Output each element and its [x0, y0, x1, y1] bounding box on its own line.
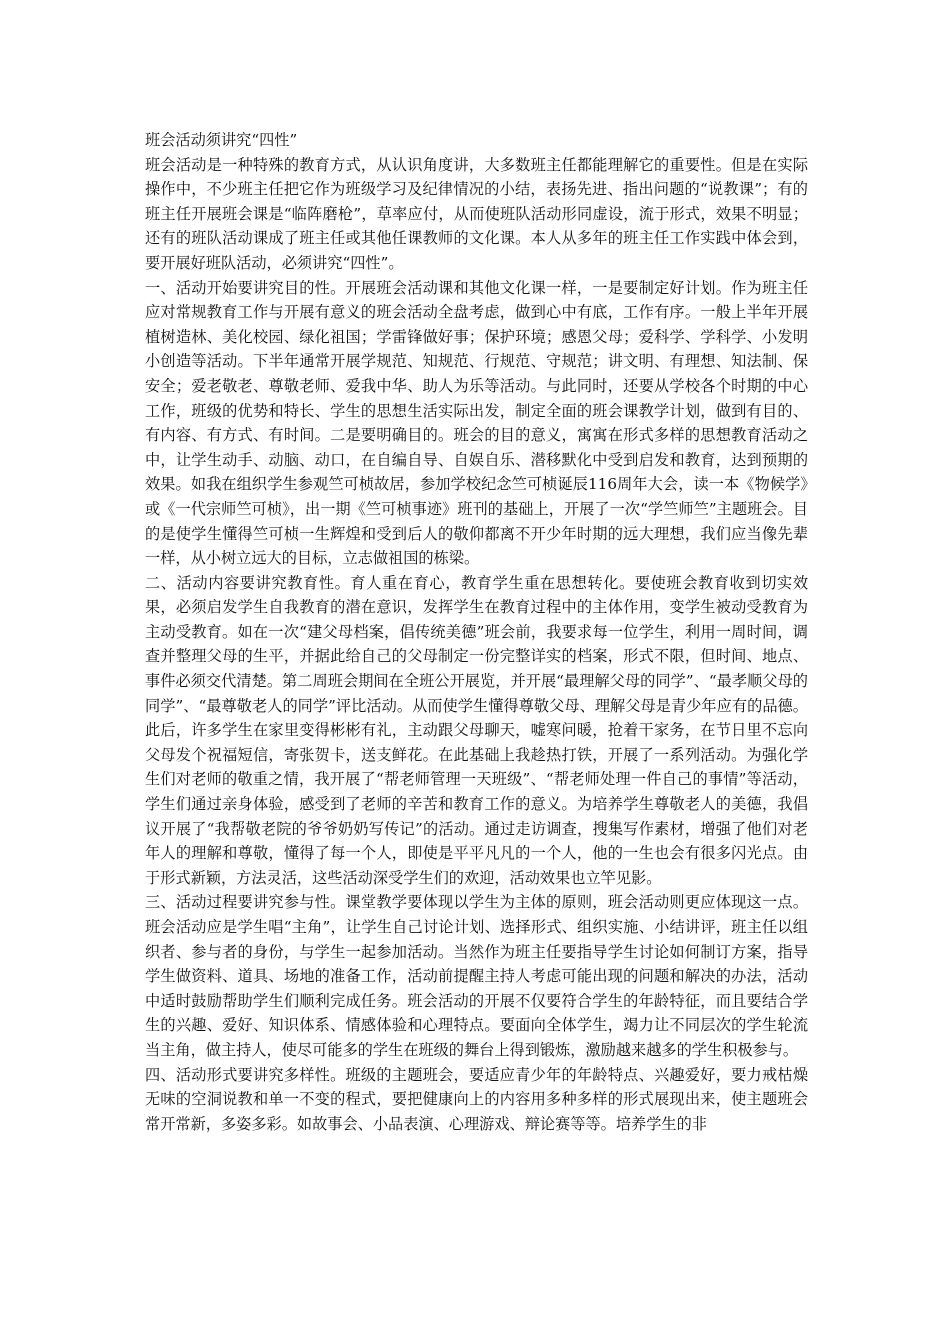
section-1-paragraph: 一、活动开始要讲究目的性。开展班会活动课和其他文化课一样，一是要制定好计划。作为班主任应对常规教育工作与开展有意义的班会活动全盘考虑，做到心中有底，工作有序。一般上半年开展植树造林、美化校园、绿化祖国；学雷锋做好事；保护环境；感恩父母；爱科学、学科学、小发明小创造等活动。下半年通常开展学规范、知规范、行规范、守规范；讲文明、有理想、知法制、保安全；爱老敬老、尊敬老师、爱我中华、助人为乐等活动。与此同时，还要从学校各个时期的中心工作，班级的优势和特长、学生的思想生活实际出发，制定全面的班会课教学计划，做到有目的、有内容、有方式、有时间。二是要明确目的。班会的目的意义，寓寓在形式多样的思想教育活动之中，让学生动手、动脑、动口，在自编自导、自娱自乐、潜移默化中受到启发和教育，达到预期的效果。如我在组织学生参观竺可桢故居，参加学校纪念竺可桢诞辰116周年大会，读一本《物候学》或《一代宗师竺可桢》，出一期《竺可桢事迹》班刊的基础上，开展了一次“学竺师竺”主题班会。目的是使学生懂得竺可桢一生辉煌和受到后人的敬仰都离不开少年时期的远大理想，我们应当像先辈一样，从小树立远大的目标，立志做祖国的栋梁。: [145, 278, 808, 568]
intro-paragraph: 班会活动是一种特殊的教育方式，从认识角度讲，大多数班主任都能理解它的重要性。但是在实际操作中，不少班主任把它作为班级学习及纪律情况的小结，表扬先进、指出问题的“说教课”；有的班主任开展班会课是“临阵磨枪”，草率应付，从而使班队活动形同虚设，流于形式，效果不明显；还有的班队活动课成了班主任或其他任课教师的文化课。本人从多年的班主任工作实践中体会到，要开展好班队活动，必须讲究“四性”。: [145, 155, 808, 272]
section-4-paragraph: 四、活动形式要讲究多样性。班级的主题班会，要适应青少年的年龄特点、兴趣爱好，要力戒枯燥无味的空洞说教和单一不变的程式，要把健康向上的内容用多种多样的形式展现出来，使主题班会常开常新，多姿多彩。如故事会、小品表演、心理游戏、辩论赛等等。培养学生的非: [145, 1065, 808, 1133]
section-2-paragraph: 二、活动内容要讲究教育性。育人重在育心，教育学生重在思想转化。要使班会教育收到切实效果，必须启发学生自我教育的潜在意识，发挥学生在教育过程中的主体作用，变学生被动受教育为主动受教育。如在一次“建父母档案，倡传统美德”班会前，我要求每一位学生，利用一周时间，调查并整理父母的生平，并据此给自己的父母制定一份完整详实的档案，形式不限，但时间、地点、事件必须交代清楚。第二周班会期间在全班公开展览，并开展“最理解父母的同学”、“最孝顺父母的同学”、“最尊敬老人的同学”评比活动。从而使学生懂得尊敬父母、理解父母是青少年应有的品德。此后，许多学生在家里变得彬彬有礼，主动跟父母聊天，嘘寒问暖，抢着干家务，在节日里不忘向父母发个祝福短信，寄张贺卡，送支鲜花。在此基础上我趁热打铁，开展了一系列活动。为强化学生们对老师的敬重之情，我开展了“帮老师管理一天班级”、“帮老师处理一件自己的事情”等活动，学生们通过亲身体验，感受到了老师的辛苦和教育工作的意义。为培养学生尊敬老人的美德，我倡议开展了“我帮敬老院的爷爷奶奶写传记”的活动。通过走访调查，搜集写作素材，增强了他们对老年人的理解和尊敬，懂得了每一个人，即使是平平凡凡的一个人，他的一生也会有很多闪光点。由于形式新颖，方法灵活，这些活动深受学生们的欢迎，活动效果也立竿见影。: [145, 573, 808, 887]
document-page: [145, 128, 808, 1136]
section-3-paragraph: 三、活动过程要讲究参与性。课堂教学要体现以学生为主体的原则，班会活动则更应体现这一点。班会活动应是学生唱“主角”，让学生自己讨论计划、选择形式、组织实施、小结讲评，班主任以组织者、参与者的身份，与学生一起参加活动。当然作为班主任要指导学生讨论如何制订方案，指导学生做资料、道具、场地的准备工作，活动前提醒主持人考虑可能出现的问题和解决的办法，活动中适时鼓励帮助学生们顺利完成任务。班会活动的开展不仅要符合学生的年龄特征，而且要结合学生的兴趣、爱好、知识体系、情感体验和心理特点。要面向全体学生，竭力让不同层次的学生轮流当主角，做主持人，使尽可能多的学生在班级的舞台上得到锻炼，激励越来越多的学生积极参与。: [145, 893, 808, 1059]
document-title: 班会活动须讲究“四性”: [145, 131, 298, 149]
